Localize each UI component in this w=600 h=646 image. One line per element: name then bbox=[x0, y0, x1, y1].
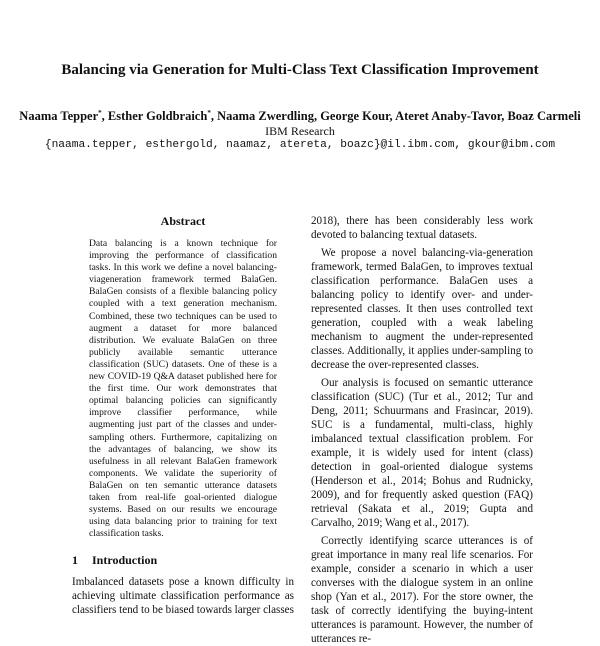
author-name: , Esther Goldbraich bbox=[101, 109, 208, 124]
abstract-heading: Abstract bbox=[160, 214, 206, 228]
author-names-rest: , Naama Zwerdling, George Kour, Ateret Anaby-Tavor, Boaz Carmeli bbox=[210, 109, 581, 124]
body-paragraph: Correctly identifying scarce utterances is of great importance in many real life scenarios. For example, consider a scenario in which a user converses with the dialogue system in an online shop (Yan et al., 2017). For the store owner, the task of correctly identifying the buying-intent utterances is paramount. However, the number of utterances re- bbox=[311, 535, 533, 645]
equal-contribution-mark: * bbox=[207, 109, 211, 117]
paper-title: Balancing via Generation for Multi-Class Text Classification Improvement bbox=[61, 62, 539, 78]
affiliation: IBM Research bbox=[265, 124, 335, 138]
left-column bbox=[72, 214, 294, 617]
right-column bbox=[311, 214, 533, 646]
abstract-body bbox=[89, 238, 277, 540]
body-paragraph: Our analysis is focused on semantic utterance classification (SUC) (Tur et al., 2012; Tur and Deng, 2011; Schuurmans and Frasincar, 2019). SUC is a fundamental, multi-class, highly imbalanced textual classification problem. For example, it is widely used for intent (class) detection in goal-oriented dialogue systems (Henderson et al., 2014; Bohus and Rudnicky, 2009), and for frequently asked question (FAQ) retrieval (Sakata et al., 2019; Gupta and Carvalho, 2019; Wang et al., 2017). bbox=[311, 377, 533, 529]
author-emails: {naama.tepper, esthergold, naamaz, atereta, boazc}@il.ibm.com, gkour@ibm.com bbox=[44, 139, 556, 151]
section-heading-introduction bbox=[72, 553, 294, 568]
body-paragraph: We propose a novel balancing-via-generation framework, termed BalaGen, to improves textual classification performance. BalaGen uses a balancing policy to identify over- and under-represented classes. It then uses controlled text generation, coupled with a weak labeling mechanism to augment the under-represented classes. Additionally, it applies under-sampling to decrease the over-represented classes. bbox=[311, 247, 533, 371]
equal-contribution-mark: * bbox=[98, 109, 102, 117]
intro-paragraph: Imbalanced datasets pose a known difficulty in achieving ultimate classification performance as classifiers tend to be biased towards larger classes bbox=[72, 576, 294, 617]
section-title: Introduction bbox=[92, 553, 158, 568]
abstract-text: Data balancing is a known technique for improving the performance of classification tasks. In this work we define a novel balancing-viageneration framework termed BalaGen. BalaGen consists of a flexible balancing policy coupled with a text generation mechanism. Combined, these two techniques can be used to augment a dataset for more balanced distribution. We evaluate BalaGen on three publicly available semantic utterance classification (SUC) datasets. One of these is a new COVID-19 Q&A dataset published here for the first time. Our work demonstrates that optimal balancing policies can significantly improve classifier performance, while augmenting just part of the classes and under-sampling others. Furthermore, capitalizing on the advantages of balancing, we show its usefulness in all relevant BalaGen framework components. We validate the superiority of BalaGen on ten semantic utterance datasets taken from real-life goal-oriented dialogue systems. Based on our results we encourage using data balancing prior to training for text classification tasks. bbox=[89, 238, 277, 540]
author-name: Naama Tepper bbox=[19, 109, 99, 124]
continued-paragraph: 2018), there has been considerably less work devoted to balancing textual datasets. bbox=[311, 215, 533, 241]
author-list bbox=[0, 109, 600, 124]
section-number: 1 bbox=[72, 553, 78, 568]
